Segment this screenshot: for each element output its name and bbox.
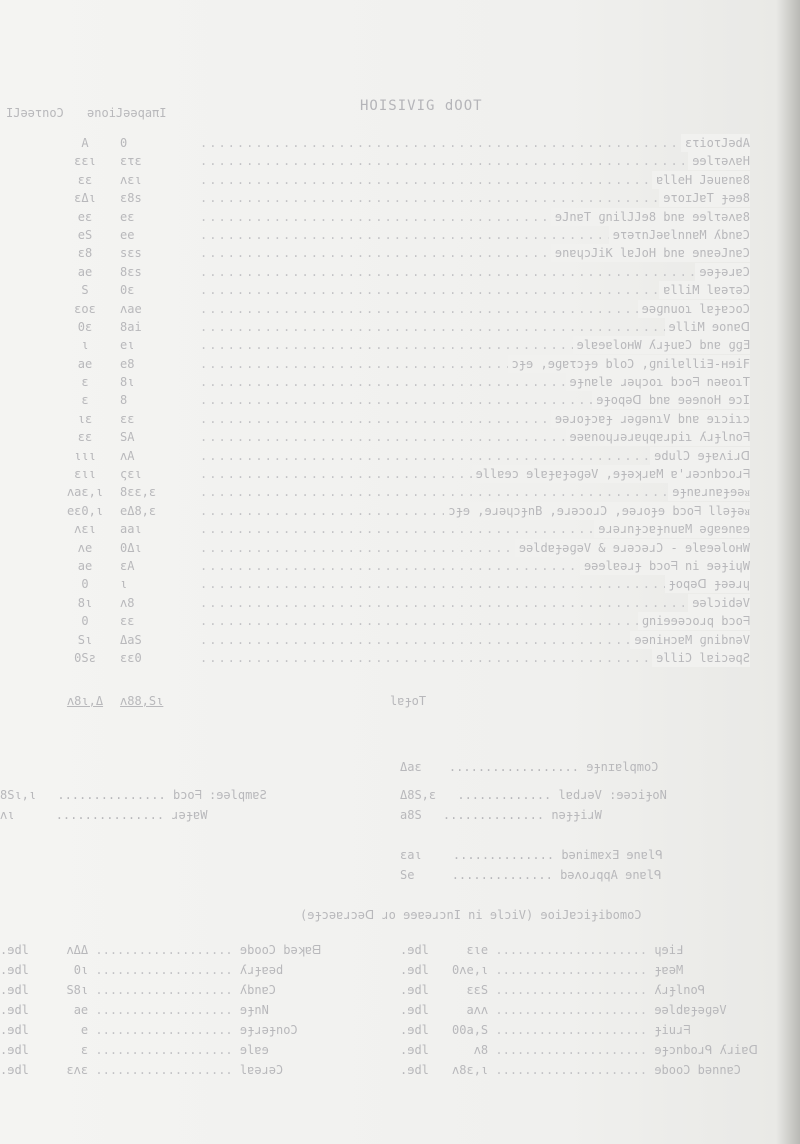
list-item: .ɘdl 0ι ................... ʎɹɟɐəd bbox=[0, 960, 321, 980]
total-label: lɐɟoT bbox=[390, 694, 427, 708]
row-right-value: εε0 bbox=[120, 650, 142, 665]
row-left-value: ιε bbox=[77, 411, 93, 426]
row-label: ..... ɘnɐɥɔJiK lɐJoH bnɐ ɘnɐəJnɐƆ bbox=[551, 244, 750, 262]
row-left-value: 0 bbox=[81, 614, 89, 629]
row-left-value: ε bbox=[81, 393, 89, 408]
table-row bbox=[60, 594, 750, 612]
row-left-value: ειι bbox=[74, 467, 96, 482]
row-leader bbox=[200, 557, 750, 575]
row-label: ..... ɘɟnɐɹnɐɟɘəᴚ bbox=[668, 483, 750, 501]
row-left-value: 0 bbox=[81, 577, 89, 592]
row-leader bbox=[200, 244, 750, 262]
row-right-value: εε bbox=[120, 411, 135, 426]
row-right-value: 0 bbox=[120, 136, 128, 150]
row-left-value: ae bbox=[77, 264, 93, 279]
summary-value: a8S bbox=[400, 808, 422, 822]
table-row bbox=[60, 649, 750, 667]
list-item: .ɘdl ʌ8 ..................... ɘɟɔnboɹᑫ ʎɹiɐᗡ bbox=[400, 1040, 758, 1060]
table-row bbox=[60, 631, 750, 649]
row-right-value: eι bbox=[120, 338, 135, 353]
row-label: ..... ɘəldɐɟəɡəV & ɘɹəɔəɹƆ - ɘlɐɘəloʜW bbox=[515, 539, 750, 557]
row-right-value: ετε bbox=[120, 154, 142, 169]
table-row bbox=[60, 244, 750, 262]
list-item-value: 0ʌe,ι bbox=[452, 963, 489, 977]
row-right-value: aaι bbox=[120, 522, 142, 537]
row-leader bbox=[200, 520, 750, 538]
list-item-value: ae bbox=[73, 1003, 89, 1017]
list-item-unit: .ɘdl bbox=[0, 983, 29, 997]
row-left-value: εε bbox=[77, 172, 93, 187]
list-item-unit: .ɘdl bbox=[0, 1063, 29, 1077]
row-leader bbox=[200, 410, 750, 428]
list-item-label: ɘɟɔnboɹᑫ ʎɹiɐᗡ bbox=[654, 1043, 758, 1057]
row-left-value: ʌει bbox=[74, 522, 96, 537]
row-left-value: ιιι bbox=[74, 448, 96, 463]
summary-line: a8S .............. nəɟɟiɹW bbox=[400, 808, 602, 822]
row-label: ..... ɘəɘlɐəɹɟ bɔoᖷ ni ɘəɟiɥW bbox=[580, 557, 750, 575]
list-item-label: ɘbooƆ bənnɐƆ bbox=[654, 1063, 742, 1077]
row-leader bbox=[200, 208, 750, 226]
row-left-value: ʌe bbox=[77, 540, 93, 555]
row-leader bbox=[200, 502, 750, 520]
row-label: ..... ɘəɐnoɥɹəɹɐɥqɐɹpiɿ ʎɹɟlnoᖷ bbox=[566, 428, 751, 446]
summary-label: lɐdɹəV :ɘəɔiɟoN bbox=[558, 788, 667, 802]
list-item: .ɘdl aʌʌ ..................... ɘəldɐɟəɡəV bbox=[400, 1000, 758, 1020]
row-leader bbox=[200, 539, 750, 557]
row-left-value: ae bbox=[77, 356, 93, 371]
row-right-value: e8 bbox=[120, 356, 135, 371]
table-row bbox=[60, 447, 750, 465]
row-leader bbox=[200, 226, 750, 244]
row-right-value: 0Δι bbox=[120, 540, 142, 555]
row-label: ..... ɘτəτnJəɐlnnɐM ʎbnɐƆ bbox=[609, 226, 750, 244]
list-item-unit: .ɘdl bbox=[400, 1023, 429, 1037]
row-leader bbox=[200, 428, 750, 446]
list-item: .ɘdl 0ʌe,ι ..................... ɟɐəM bbox=[400, 960, 758, 980]
list-item-unit: .ɘdl bbox=[0, 1043, 29, 1057]
table-row bbox=[60, 134, 750, 152]
list-item-value: ʌ8ε,ι bbox=[452, 1063, 489, 1077]
table-row bbox=[60, 189, 750, 207]
row-leader bbox=[200, 189, 750, 207]
list-item-label: ɟiuɹᖷ bbox=[654, 1023, 691, 1037]
row-label: ..... ετioτJədA bbox=[681, 134, 750, 152]
summary-value: ʌι bbox=[0, 808, 15, 822]
row-right-value: εε bbox=[120, 614, 135, 629]
row-leader bbox=[200, 612, 750, 630]
table-row bbox=[60, 373, 750, 391]
list-item-value: 0ι bbox=[73, 963, 89, 977]
summary-value: Δ8S,ε bbox=[400, 788, 437, 802]
list-item-unit: .ɘdl bbox=[400, 943, 429, 957]
row-label: ..... ɟoqəᗡ ɟəəɹɥ bbox=[665, 575, 750, 593]
row-label: ..... ɘJnɐT ɡnilJJɘ8 bnɐ ɘɘlτəʌɐ8 bbox=[551, 208, 750, 226]
table-row bbox=[60, 263, 750, 281]
table-row bbox=[60, 557, 750, 575]
list-item-value: ʌΔΔ bbox=[66, 943, 89, 957]
row-right-value: ee bbox=[120, 227, 135, 242]
table-row bbox=[60, 612, 750, 630]
row-label: ..... ɘɘlτəʌɐH bbox=[688, 152, 750, 170]
row-left-value: eε bbox=[77, 209, 93, 224]
section-subtitle: (ɘɟɔəɐɹɔəᗡ ɹo ɘɘɐəɹɔnI ni ɘlɔiV) ɘoiJɐɔiɟibomoƆ bbox=[300, 908, 642, 922]
list-item-value: ɛιe bbox=[466, 943, 489, 957]
row-left-value: 0ε bbox=[77, 319, 93, 334]
summary-label: bənimɐxƎ ɘnɐlᑫ bbox=[561, 848, 663, 862]
row-leader bbox=[200, 465, 750, 483]
row-leader bbox=[200, 575, 750, 593]
column-heading-left: IJəəτnoƆ bbox=[6, 106, 64, 120]
list-item-label: lɐəɹəƆ bbox=[239, 1063, 284, 1077]
list-item: .ɘdl S8ι ................... ʎbnɐƆ bbox=[0, 980, 321, 1000]
row-left-value: ae bbox=[77, 558, 93, 573]
row-leader bbox=[200, 336, 750, 354]
list-item-value: 00a,S bbox=[452, 1023, 489, 1037]
list-item-label: ɥɘiℲ bbox=[654, 943, 683, 957]
row-label: ..... ɘllɐɘɔ ɘlɐɟɐɟəɡəV ,ɘɟəʞɹɐM ɐ'ɹəɔnbɔoɹᖷ bbox=[472, 465, 750, 483]
column-headings bbox=[6, 106, 183, 120]
table-row bbox=[60, 152, 750, 170]
summary-line: Se .............. bəʌoɹqqA ɘnɐlᑫ bbox=[400, 868, 662, 882]
row-leader bbox=[200, 373, 750, 391]
list-item-unit: .ɘdl bbox=[0, 1023, 29, 1037]
table-row bbox=[60, 208, 750, 226]
row-right-value: ʌA bbox=[120, 448, 135, 463]
row-leader bbox=[200, 134, 750, 152]
row-label: ..... ɘəlɔidəV bbox=[688, 594, 750, 612]
row-label: ..... ɘlliM ɘonɐᗡ bbox=[665, 318, 750, 336]
list-item: .ɘdl ɛιe ..................... ɥɘiℲ bbox=[400, 940, 758, 960]
table-row bbox=[60, 226, 750, 244]
table-row bbox=[60, 410, 750, 428]
list-item-unit: .ɘdl bbox=[0, 963, 29, 977]
row-right-value: ʌ8 bbox=[120, 595, 135, 610]
list-item-unit: .ɘdl bbox=[0, 943, 29, 957]
table-row bbox=[60, 336, 750, 354]
table-row bbox=[60, 281, 750, 299]
column-heading-right: ənoiJəəqaπI bbox=[87, 106, 167, 120]
list-item-label: ɟɐəM bbox=[654, 963, 684, 977]
summary-label: bɔoᖷ :ɘəlqmɐƧ bbox=[172, 788, 267, 802]
row-left-value: εει bbox=[74, 154, 96, 169]
list-item: .ɘdl 00a,S ..................... ɟiuɹᖷ bbox=[400, 1020, 758, 1040]
row-label: ..... ɘɹəɹnɟɔɐɟnuɐM əɡɐɘnɐɘ bbox=[594, 520, 750, 538]
list-item: .ɘdl ʌΔΔ ................... ɘbooƆ bəʞɐᗺ bbox=[0, 940, 321, 960]
row-left-value: S bbox=[81, 283, 89, 298]
row-label: ..... ɔɟɘ ,ɘɡɐτɔɟɘ bloƆ ,ɡnilɐlli∃-ʜɘiF bbox=[508, 355, 750, 373]
list-item-unit: .ɘdl bbox=[400, 983, 429, 997]
table-row bbox=[60, 391, 750, 409]
list-item-unit: .ɘdl bbox=[400, 1003, 429, 1017]
summary-value: Se bbox=[400, 868, 415, 882]
table-row bbox=[60, 520, 750, 538]
table-row bbox=[60, 539, 750, 557]
summary-label: ɘɟnɪɐlqmoƆ bbox=[586, 760, 659, 774]
row-leader bbox=[200, 447, 750, 465]
row-right-value: 8ai bbox=[120, 319, 142, 334]
row-left-value: Sι bbox=[77, 632, 93, 647]
table-row bbox=[60, 428, 750, 446]
list-item-unit: .ɘdl bbox=[400, 963, 429, 977]
list-item: .ɘdl ε ................... ɘlɐɘ bbox=[0, 1040, 321, 1060]
summary-line: Δaε .................. ɘɟnɪɐlqmoƆ bbox=[400, 760, 659, 774]
list-item-unit: .ɘdl bbox=[400, 1043, 429, 1057]
summary-label: ɹəɟɐW bbox=[171, 808, 208, 822]
row-right-value: 8εε,ε bbox=[120, 485, 157, 500]
summary-label: nəɟɟiɹW bbox=[551, 808, 602, 822]
row-leader bbox=[200, 483, 750, 501]
row-label: ..... ɐlleH Jəuɐnɐ8 bbox=[652, 171, 750, 189]
list-item-value: ε bbox=[80, 1043, 89, 1057]
list-item-label: ʎbnɐƆ bbox=[239, 983, 277, 997]
row-right-value: 0ε bbox=[120, 283, 135, 298]
summary-value: εaι bbox=[400, 848, 422, 862]
list-item-value: e bbox=[80, 1023, 89, 1037]
summary-line: ʌι ............... ɹəɟɐW bbox=[0, 808, 208, 822]
table-row bbox=[60, 483, 750, 501]
list-item-unit: .ɘdl bbox=[400, 1063, 429, 1077]
row-label: ..... ɘɟnɐlɐ ɹəɥɔoɿ bɔoᖷ nəɐoɿT bbox=[566, 373, 751, 391]
row-right-value: ʌει bbox=[120, 172, 142, 187]
row-label: ..... ɘlliƆ lɐiɔəqƧ bbox=[652, 649, 750, 667]
table-row bbox=[60, 575, 750, 593]
row-leader bbox=[200, 263, 750, 281]
row-left-value: A bbox=[81, 136, 89, 150]
row-leader bbox=[200, 355, 750, 373]
row-right-value: eε bbox=[120, 209, 135, 224]
row-right-value: 8 bbox=[120, 393, 128, 408]
list-item: .ɘdl e ................... ɘɟɹəɟnoƆ bbox=[0, 1020, 321, 1040]
row-label: ..... ɐlliM lɐəτəƆ bbox=[659, 281, 750, 299]
row-left-value: ι bbox=[81, 338, 89, 353]
list-item: .ɘdl εεS ..................... ʎɹɟlnoᑫ bbox=[400, 980, 758, 1000]
row-right-value: sεs bbox=[120, 246, 142, 261]
page-title: HOISIVIG dOOT bbox=[360, 98, 483, 114]
list-item-label: ɘbooƆ bəʞɐᗺ bbox=[239, 943, 321, 957]
row-left-value: eS bbox=[77, 227, 93, 242]
list-item-label: ɘəldɐɟəɡəV bbox=[654, 1003, 727, 1017]
row-left-value: ε8 bbox=[77, 246, 93, 261]
row-leader bbox=[200, 152, 750, 170]
row-right-value: eΔ8,ε bbox=[120, 503, 157, 518]
list-item-label: ʎɹɟɐəd bbox=[239, 963, 284, 977]
row-leader bbox=[200, 318, 750, 336]
row-left-value: εε bbox=[77, 430, 93, 445]
row-right-value: SA bbox=[120, 430, 135, 445]
summary-line: εaι .............. bənimɐxƎ ɘnɐlᑫ bbox=[400, 848, 663, 862]
row-right-value: ςει bbox=[120, 467, 142, 482]
summary-line: 8Sι,ι ............... bɔoᖷ :ɘəlqmɐƧ bbox=[0, 788, 267, 802]
list-item: .ɘdl ʌ8ε,ι ..................... ɘbooƆ bənnɐƆ bbox=[400, 1060, 758, 1080]
row-leader bbox=[200, 594, 750, 612]
row-right-value: ʌae bbox=[120, 301, 142, 316]
row-right-value: 8ι bbox=[120, 375, 135, 390]
row-leader bbox=[200, 631, 750, 649]
row-label: ..... ɘdulƆ ɘɟɐʌiɹᗡ bbox=[650, 447, 750, 465]
list-item-label: ɘɟnN bbox=[239, 1003, 269, 1017]
table-row bbox=[60, 318, 750, 336]
row-left-value: εoε bbox=[74, 301, 96, 316]
list-item-label: ʎɹɟlnoᑫ bbox=[654, 983, 706, 997]
row-leader bbox=[200, 391, 750, 409]
list-item: .ɘdl εʌε ................... lɐəɹəƆ bbox=[0, 1060, 321, 1080]
row-label: ..... ɘəɡnuoɿ lɐɟɐɔoƆ bbox=[638, 300, 750, 318]
table-row bbox=[60, 171, 750, 189]
table-row bbox=[60, 502, 750, 520]
total-left-value: ʌ8ι,Δ bbox=[66, 694, 104, 708]
row-label: ..... ɘəniʜɔɐM ɡnibnəV bbox=[630, 631, 750, 649]
row-right-value: εA bbox=[120, 558, 135, 573]
row-right-value: ΔaS bbox=[120, 632, 142, 647]
summary-value: Δaε bbox=[400, 760, 422, 774]
row-leader bbox=[200, 649, 750, 667]
row-left-value: ʌaε,ι bbox=[66, 485, 104, 500]
row-left-value: ε bbox=[81, 375, 89, 390]
table-row bbox=[60, 465, 750, 483]
summary-label: bəʌoɹqqA ɘnɐlᑫ bbox=[560, 868, 662, 882]
row-right-value: ι bbox=[120, 577, 128, 592]
main-table bbox=[60, 134, 750, 667]
row-label: ..... ɘəɟəɹɐƆ bbox=[695, 263, 750, 281]
row-leader bbox=[200, 300, 750, 318]
row-label: ..... ɘəɹoɟɔɐɟ ɹəɡənɿV bnɐ ɘɿɔiɿɔ bbox=[551, 410, 750, 428]
row-label: ..... ɘlɐɘɐloʜW ʎɹɟuɐƆ bnɐ ɡɡƎ bbox=[573, 336, 750, 354]
bottom-right-list bbox=[400, 940, 758, 1080]
list-item-unit: .ɘdl bbox=[0, 1003, 29, 1017]
list-item-value: S8ι bbox=[66, 983, 89, 997]
row-label: ..... ɘɟoqəᗡ bnɐ ɘəɘnoH ɘɔI bbox=[592, 391, 750, 409]
row-left-value: 8ι bbox=[77, 595, 93, 610]
list-item: .ɘdl ae ................... ɘɟnN bbox=[0, 1000, 321, 1020]
list-item-value: εεS bbox=[466, 983, 489, 997]
summary-value: 8Sι,ι bbox=[0, 788, 37, 802]
row-left-value: 0Sƨ bbox=[74, 650, 96, 665]
table-row bbox=[60, 355, 750, 373]
bottom-left-list bbox=[0, 940, 321, 1080]
summary-line: Δ8S,ε ............. lɐdɹəV :ɘəɔiɟoN bbox=[400, 788, 667, 802]
total-right-value: ʌ88,Sι bbox=[120, 694, 164, 708]
row-right-value: 8εs bbox=[120, 264, 142, 279]
row-leader bbox=[200, 171, 750, 189]
row-left-value: εΔι bbox=[74, 191, 96, 206]
list-item-label: ɘlɐɘ bbox=[239, 1043, 269, 1057]
table-row bbox=[60, 300, 750, 318]
row-leader bbox=[200, 281, 750, 299]
row-label: ..... ɘτoɪJɐT ɟəɘ8 bbox=[659, 189, 750, 207]
list-item-value: ʌ8 bbox=[473, 1043, 489, 1057]
row-label: ..... ɡniɘɘəɔoɹq bɔoᖷ bbox=[638, 612, 750, 630]
list-item-value: aʌʌ bbox=[466, 1003, 489, 1017]
row-label: ..... ɔɟɘ ,ɘɹəɥɔɟnB ,ɘɹəɔoɹƆ ,ɘəɹoɟɘ bɔoᖷ lləɟəᴚ bbox=[444, 502, 750, 520]
row-right-value: ε8s bbox=[120, 191, 142, 206]
row-left-value: eε0,ι bbox=[66, 503, 104, 518]
list-item-value: εʌε bbox=[66, 1063, 89, 1077]
list-item-label: ɘɟɹəɟnoƆ bbox=[239, 1023, 298, 1037]
